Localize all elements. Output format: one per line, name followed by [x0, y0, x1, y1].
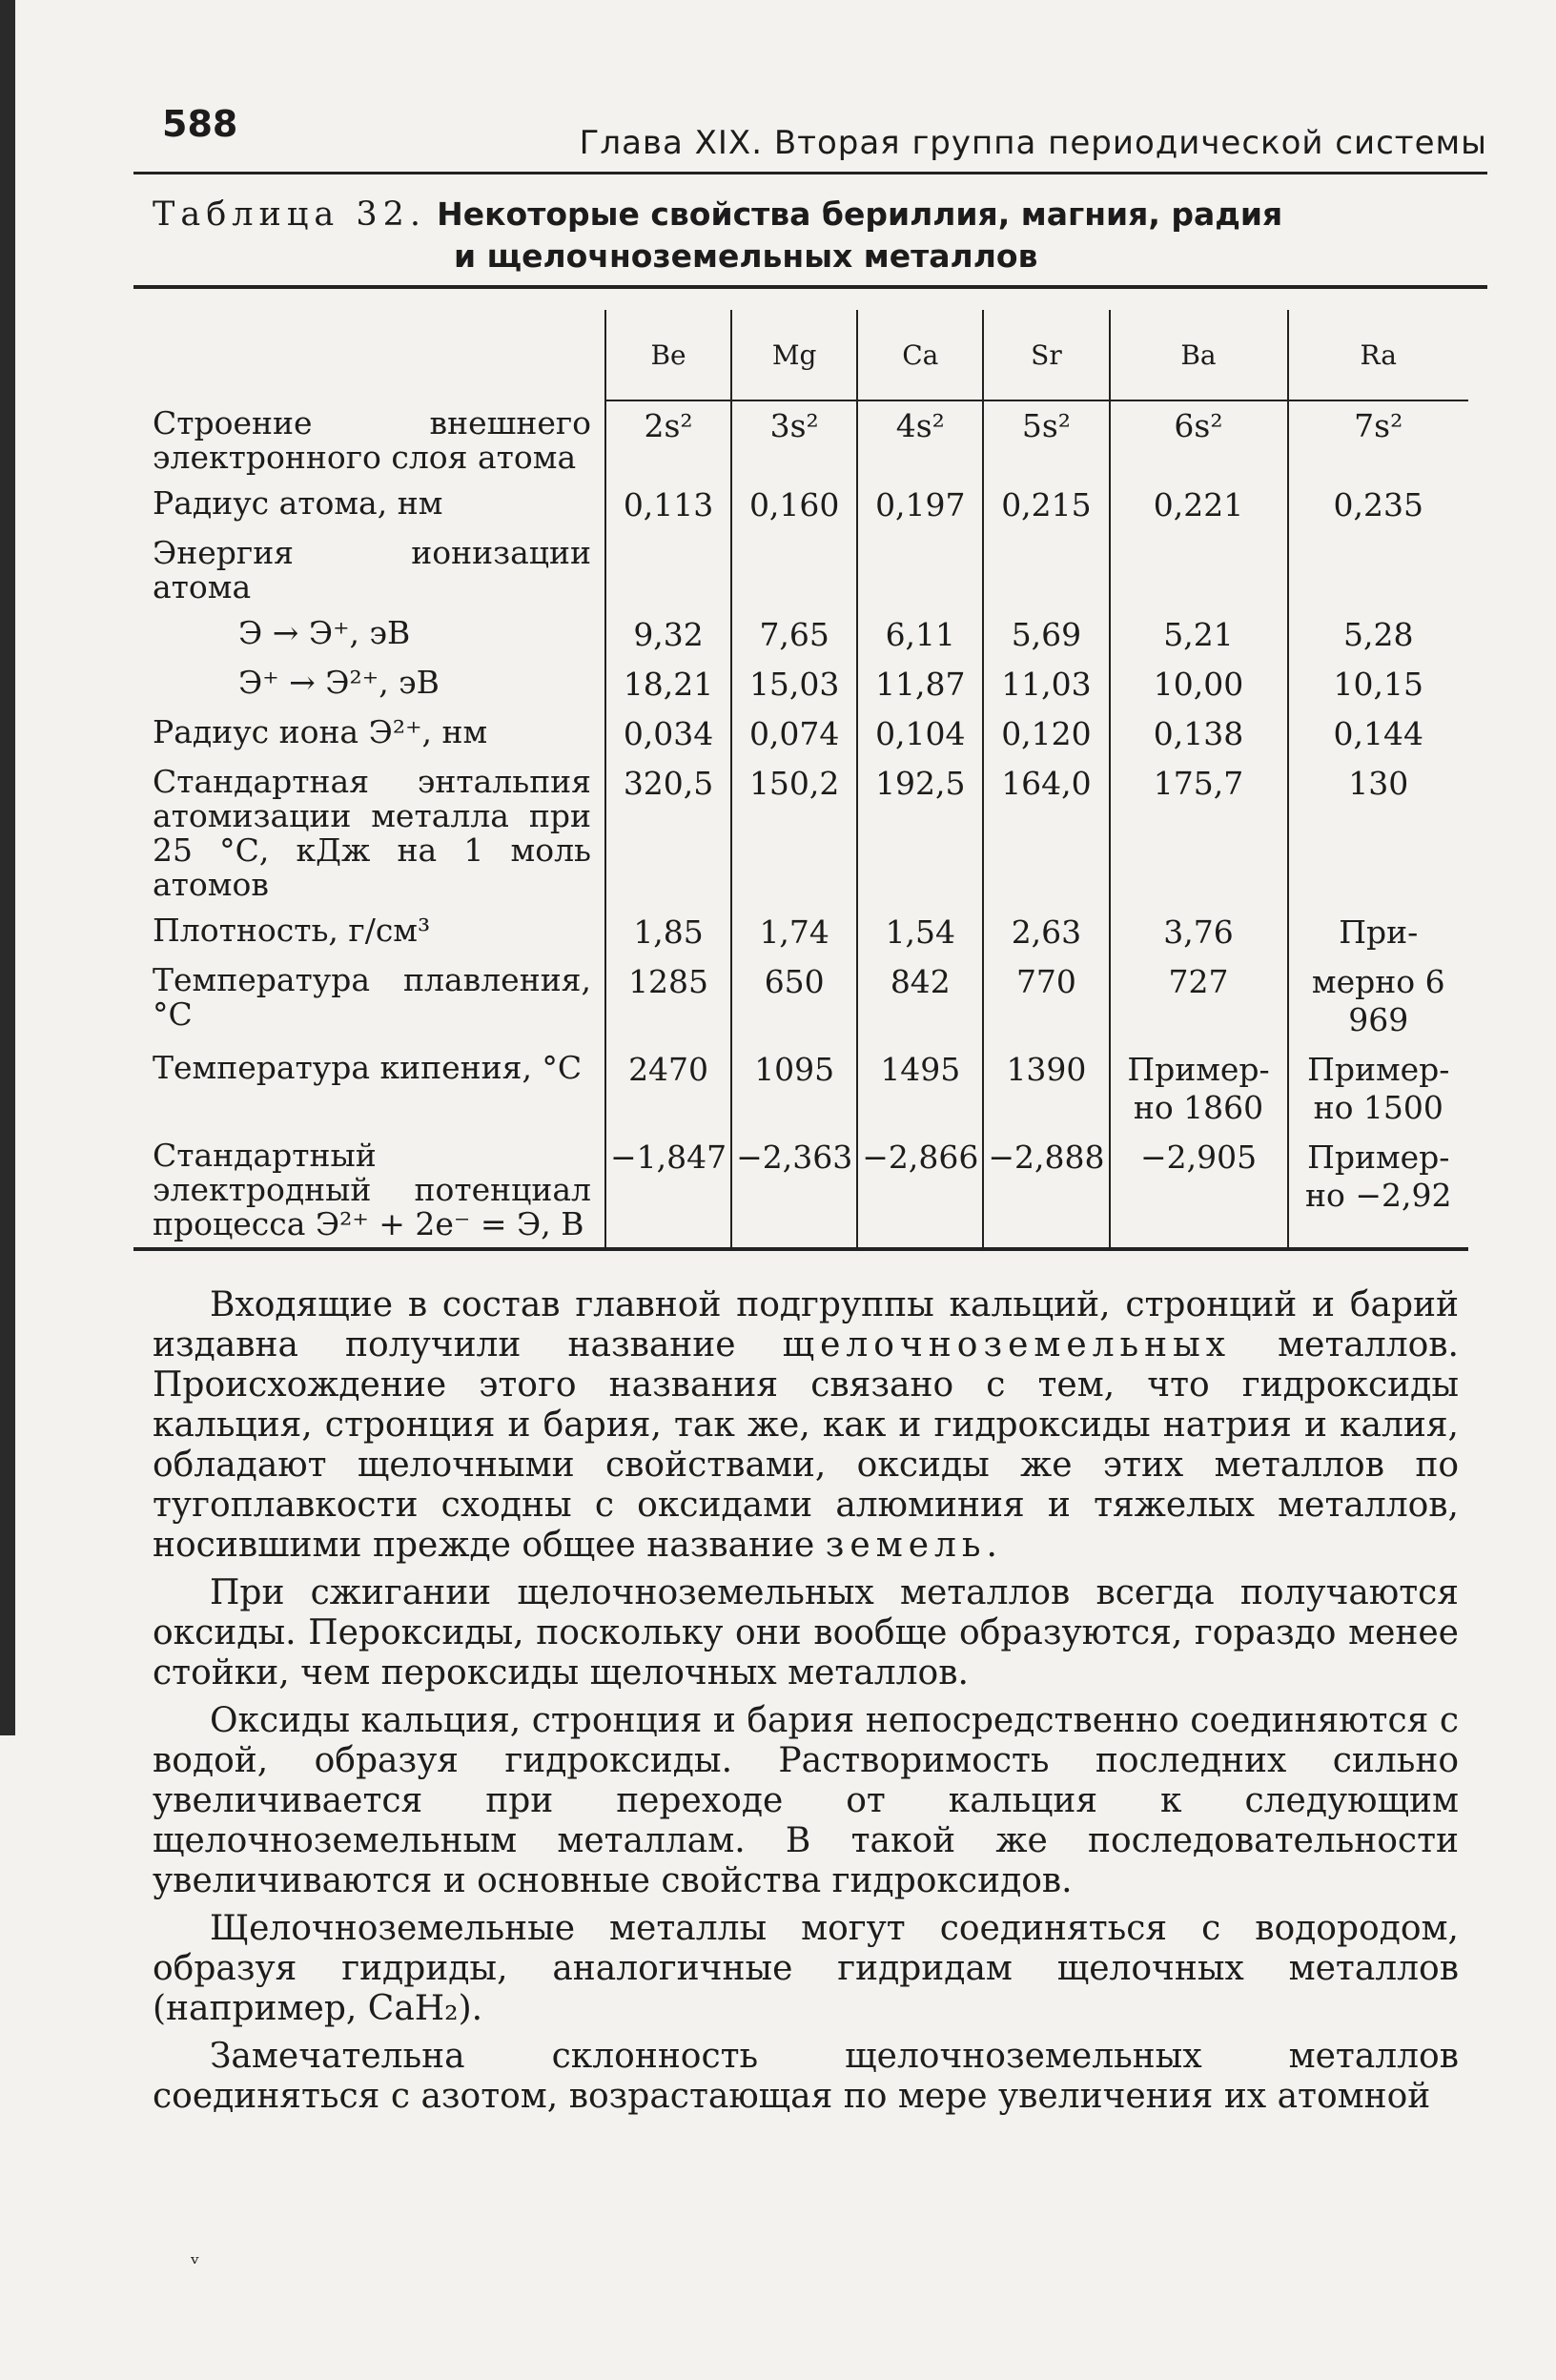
table-cell: 3,76 [1110, 908, 1288, 957]
emphasis-term: земель [825, 1526, 987, 1565]
table-caption-label: Таблица 32. [153, 195, 427, 234]
column-header: Ra [1288, 310, 1469, 400]
page-number: 588 [162, 103, 238, 145]
row-label: Э → Э⁺, эВ [238, 614, 411, 651]
table-cell: −1,847 [605, 1133, 731, 1249]
table-cell: 1,85 [605, 908, 731, 957]
table-row [133, 660, 1468, 709]
table-cell: 0,104 [857, 709, 983, 759]
table-cell: 1495 [857, 1045, 983, 1133]
table-header-row [133, 310, 1468, 400]
page-binding-edge [0, 0, 15, 1735]
column-header: Ca [857, 310, 983, 400]
table-cell: 0,120 [983, 709, 1109, 759]
table-cell: 11,03 [983, 660, 1109, 709]
row-label: Стандартная энтальпия атомизации металла при 25 °С, кДж на 1 моль атомов [153, 763, 591, 903]
table-cell: Пример-но 1860 [1110, 1045, 1288, 1133]
table-header-blank [133, 310, 605, 400]
table-cell: 130 [1288, 759, 1469, 908]
properties-table [133, 310, 1468, 1251]
table-cell: 0,034 [605, 709, 731, 759]
page-header [133, 95, 1487, 174]
table-cell: −2,866 [857, 1133, 983, 1249]
table-cell: 5s² [983, 400, 1109, 481]
table-cell: 2s² [605, 400, 731, 481]
body-text [153, 1285, 1459, 2117]
table-cell: 0,215 [983, 481, 1109, 530]
table-cell: 320,5 [605, 759, 731, 908]
table-caption [153, 194, 1487, 277]
paragraph-text: металлов. Происхождение этого названия связано с тем, что гидроксиды кальция, стронция и бария, так же, как и гидроксиды натрия и калия, обладают щелочными свойствами, оксиды же этих металлов по тугоплавкости сходны с оксидами алюминия и тяжелых металлов, носившими прежде общее название [153, 1325, 1459, 1565]
table-cell: 6s² [1110, 400, 1288, 481]
emphasis-term: щелочноземельных [782, 1325, 1232, 1364]
table-cell: 770 [983, 957, 1109, 1045]
column-header: Mg [731, 310, 857, 400]
table-cell: 0,160 [731, 481, 857, 530]
table-cell: 5,69 [983, 610, 1109, 660]
table-cell: 1,54 [857, 908, 983, 957]
table-row [133, 1045, 1468, 1133]
table-cell: 842 [857, 957, 983, 1045]
table-caption-title-1: Некоторые свойства бериллия, магния, радия [437, 195, 1283, 233]
row-label: Стандартный электродный потенциал процесса Э²⁺ + 2e⁻ = Э, В [133, 1133, 605, 1249]
table-cell: 0,221 [1110, 481, 1288, 530]
table-cell: 1285 [605, 957, 731, 1045]
row-label: Э⁺ → Э²⁺, эВ [238, 664, 440, 701]
table-row [133, 530, 1468, 610]
row-label: Строение внешнего электронного слоя атома [153, 404, 591, 476]
row-label: Энергия ионизации атома [153, 534, 591, 605]
table-cell: мерно 6 969 [1288, 957, 1469, 1045]
paragraph: Оксиды кальция, стронция и бария непосредственно соединяются с водой, образуя гидроксиды. Растворимость последних сильно увеличивается при переходе от кальция к следующим щелочноземельным металлам. В такой же последовательности увеличиваются и основные свойства гидроксидов. [153, 1701, 1459, 1900]
table-cell: 0,138 [1110, 709, 1288, 759]
table-cell: −2,905 [1110, 1133, 1288, 1249]
column-header: Sr [983, 310, 1109, 400]
row-label: Радиус иона Э²⁺, нм [153, 713, 488, 750]
row-label: Радиус атома, нм [153, 484, 443, 522]
table-cell: 2470 [605, 1045, 731, 1133]
table-cell: 5,28 [1288, 610, 1469, 660]
table-cell: Пример-но −2,92 [1288, 1133, 1469, 1249]
table-cell: 650 [731, 957, 857, 1045]
table-row [133, 1133, 1468, 1249]
table-cell: 2,63 [983, 908, 1109, 957]
table-cell [605, 530, 731, 610]
table-cell: 0,113 [605, 481, 731, 530]
table-row [133, 957, 1468, 1045]
column-header: Ba [1110, 310, 1288, 400]
table-cell [731, 530, 857, 610]
paragraph-text: . [986, 1526, 997, 1565]
row-label: Температура кипения, °С [153, 1049, 583, 1086]
table-cell: 10,00 [1110, 660, 1288, 709]
table-cell: 0,235 [1288, 481, 1469, 530]
paragraph: При сжигании щелочноземельных металлов всегда получаются оксиды. Пероксиды, поскольку они вообще образуются, гораздо менее стойки, чем пероксиды щелочных металлов. [153, 1573, 1459, 1693]
table-cell: 4s² [857, 400, 983, 481]
table-cell: 1,74 [731, 908, 857, 957]
table-cell: 15,03 [731, 660, 857, 709]
table-cell: 10,15 [1288, 660, 1469, 709]
table-caption-title-2: и щелочноземельных металлов [454, 237, 1038, 275]
paragraph [153, 1285, 1459, 1566]
table-cell [983, 530, 1109, 610]
table-cell: −2,888 [983, 1133, 1109, 1249]
row-label: Плотность, г/см³ [153, 912, 431, 949]
table-cell: 0,144 [1288, 709, 1469, 759]
table-cell: 3s² [731, 400, 857, 481]
table-row [133, 759, 1468, 908]
paragraph: Щелочноземельные металлы могут соединяться с водородом, образуя гидриды, аналогичные гидридам щелочных металлов (например, CaH₂). [153, 1909, 1459, 2028]
table-cell: 1095 [731, 1045, 857, 1133]
column-header: Be [605, 310, 731, 400]
table-cell: 0,197 [857, 481, 983, 530]
table-cell: 1390 [983, 1045, 1109, 1133]
book-page [133, 95, 1487, 2124]
table-row [133, 709, 1468, 759]
table-cell: 11,87 [857, 660, 983, 709]
table-cell: 18,21 [605, 660, 731, 709]
table-body [133, 400, 1468, 1249]
table-cell: 192,5 [857, 759, 983, 908]
table-cell: При- [1288, 908, 1469, 957]
table-cell: 5,21 [1110, 610, 1288, 660]
table-cell [1110, 530, 1288, 610]
table-cell: 164,0 [983, 759, 1109, 908]
table-row [133, 400, 1468, 481]
table-cell: 175,7 [1110, 759, 1288, 908]
paragraph: Замечательна склонность щелочноземельных металлов соединяться с азотом, возрастающая по мере увеличения их атомной [153, 2037, 1459, 2116]
table-top-rule [133, 285, 1487, 289]
footer-mark: ᵛ [191, 2250, 199, 2277]
table-cell: 0,074 [731, 709, 857, 759]
table-row [133, 481, 1468, 530]
paragraph-text: Входящие в состав главной подгруппы кальций, стронций и барий издавна получили название [153, 1285, 1459, 1364]
table-cell [857, 530, 983, 610]
table-cell: 6,11 [857, 610, 983, 660]
table-row [133, 610, 1468, 660]
running-head: Глава XIX. Вторая группа периодической системы [579, 124, 1487, 162]
table-cell: Пример-но 1500 [1288, 1045, 1469, 1133]
table-cell: 9,32 [605, 610, 731, 660]
table-cell: 7,65 [731, 610, 857, 660]
table-cell: −2,363 [731, 1133, 857, 1249]
row-label: Температура плавления, °С [153, 961, 591, 1033]
table-cell: 150,2 [731, 759, 857, 908]
table-row [133, 908, 1468, 957]
table-cell [1288, 530, 1469, 610]
table-cell: 7s² [1288, 400, 1469, 481]
table-cell: 727 [1110, 957, 1288, 1045]
